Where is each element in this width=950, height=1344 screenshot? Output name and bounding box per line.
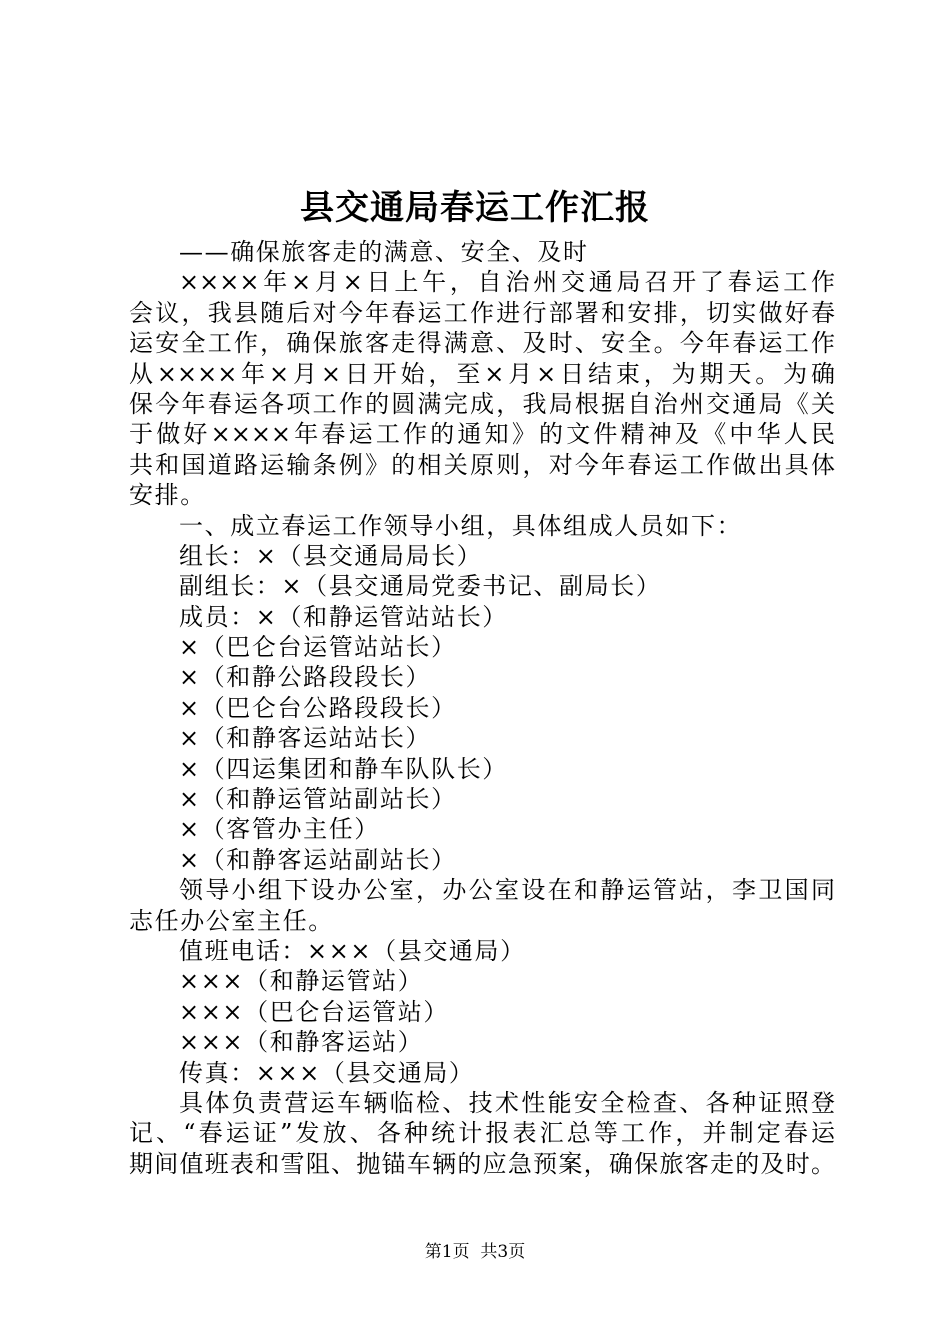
text-line: 志任办公室主任。 <box>129 906 334 935</box>
text-line: ——确保旅客走的满意、安全、及时 <box>179 238 589 266</box>
text-line: ×（巴仑台运管站站长） <box>179 633 457 662</box>
text-line: 从××××年×月×日开始，至×月×日结束，为期天。为确 <box>129 359 835 388</box>
text-line: ×（和静客运站站长） <box>179 724 432 753</box>
text-line: ×（四运集团和静车队队长） <box>179 754 508 783</box>
text-line: 一、成立春运工作领导小组，具体组成人员如下： <box>179 511 743 540</box>
text-line: ×（和静运管站副站长） <box>179 785 457 814</box>
text-line: 保今年春运各项工作的圆满完成，我局根据自治州交通局《关 <box>129 389 835 418</box>
text-line: 传真：×××（县交通局） <box>179 1058 475 1087</box>
text-line: ×（巴仑台公路段段长） <box>179 693 457 722</box>
text-line: ×××（巴仑台运管站） <box>179 997 449 1026</box>
document-body <box>129 237 835 1179</box>
text-line: 共和国道路运输条例》的相关原则，对今年春运工作做出具体 <box>129 450 835 479</box>
text-line: ×（和静公路段段长） <box>179 663 432 692</box>
document-title: 县交通局春运工作汇报 <box>300 188 650 228</box>
text-line: ×××（和静客运站） <box>179 1028 424 1057</box>
text-line: ×××（和静运管站） <box>179 967 424 996</box>
text-line: 领导小组下设办公室，办公室设在和静运管站，李卫国同 <box>179 876 835 905</box>
text-line: 会议，我县随后对今年春运工作进行部署和安排，切实做好春 <box>129 298 835 327</box>
text-line: 于做好××××年春运工作的通知》的文件精神及《中华人民 <box>129 420 835 449</box>
text-line: 具体负责营运车辆临检、技术性能安全检查、各种证照登 <box>179 1088 835 1117</box>
page-number: 第1页 共3页 <box>424 1242 526 1262</box>
text-line: 期间值班表和雪阻、抛锚车辆的应急预案，确保旅客走的及时。 <box>129 1149 835 1178</box>
text-line: ×（和静客运站副站长） <box>179 845 457 874</box>
text-line: 安排。 <box>129 481 206 510</box>
text-line: 记、“春运证”发放、各种统计报表汇总等工作，并制定春运 <box>129 1119 835 1148</box>
text-line: 副组长：×（县交通局党委书记、副局长） <box>179 572 662 601</box>
text-line: 成员：×（和静运管站站长） <box>179 602 508 631</box>
text-line: ×（客管办主任） <box>179 815 380 844</box>
text-line: 运安全工作，确保旅客走得满意、及时、安全。今年春运工作 <box>129 329 835 358</box>
text-line: 值班电话：×××（县交通局） <box>179 936 526 965</box>
text-line: 组长：×（县交通局局长） <box>179 541 483 570</box>
text-line: ××××年×月×日上午，自治州交通局召开了春运工作 <box>179 268 835 297</box>
